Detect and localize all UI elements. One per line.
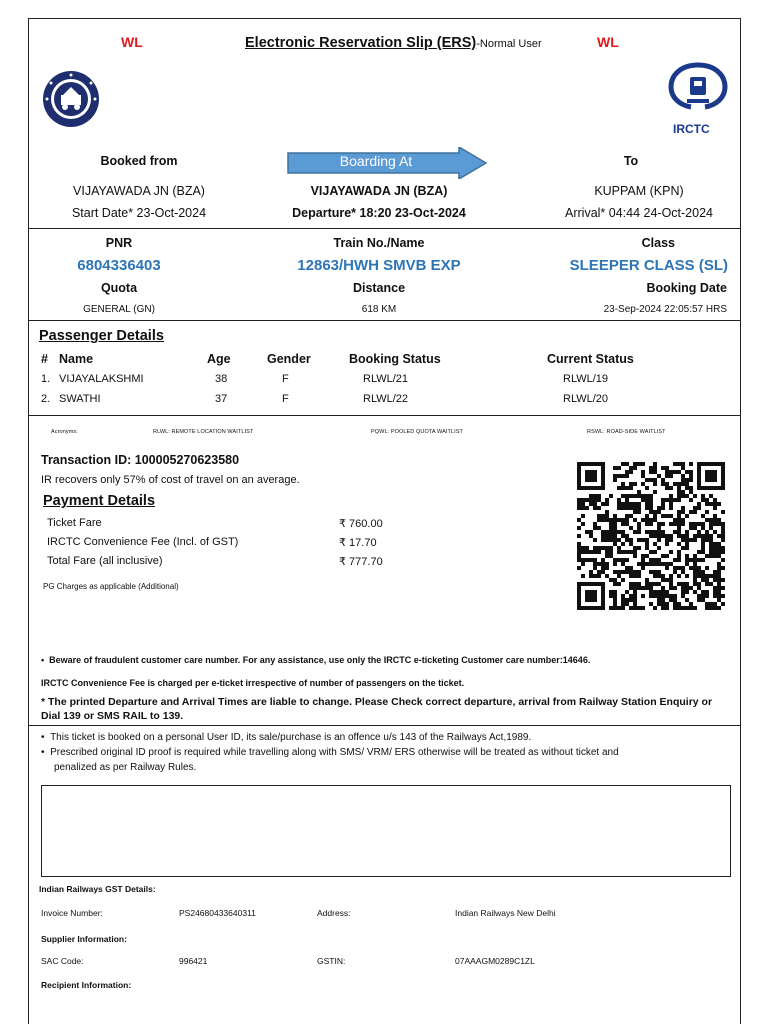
col-header-current-status: Current Status (547, 352, 634, 366)
passenger-current-status: RLWL/20 (563, 393, 609, 405)
col-header-index: # (41, 352, 48, 366)
payment-label: Total Fare (all inclusive) (47, 555, 163, 567)
convenience-fee-note: IRCTC Convenience Fee is charged per e-ticket irrespective of number of passengers on the ticket. (41, 678, 465, 688)
payment-amount: ₹ 777.70 (339, 556, 383, 568)
booking-date-value: 23-Sep-2024 22:05:57 HRS (603, 304, 727, 315)
train-number-name: 12863/HWH SMVB EXP (297, 257, 461, 274)
ers-title: Electronic Reservation Slip (ERS) (245, 35, 477, 51)
quota-label: Quota (100, 281, 138, 295)
qr-code (577, 461, 725, 611)
address-value: Indian Railways New Delhi (455, 908, 556, 918)
supplier-info-label: Supplier Information: (41, 934, 127, 944)
passenger-index: 1. (41, 373, 51, 385)
pg-charges-note: PG Charges as applicable (Additional) (43, 582, 179, 591)
boarding-at-label: Boarding At (339, 153, 413, 169)
id-proof-note (41, 747, 619, 758)
divider (29, 320, 740, 321)
cost-recovery-note: IR recovers only 57% of cost of travel on an average. (41, 474, 300, 486)
ers-document (28, 18, 741, 1024)
divider (29, 415, 740, 416)
passenger-booking-status: RLWL/22 (363, 393, 409, 405)
passenger-current-status: RLWL/19 (563, 373, 609, 385)
bullet-icon: • (41, 747, 51, 758)
bullet-icon: • (41, 732, 51, 743)
payment-label: IRCTC Convenience Fee (Incl. of GST) (47, 536, 239, 548)
col-header-gender: Gender (267, 352, 311, 366)
passenger-index: 2. (41, 393, 51, 405)
pnr-label: PNR (105, 236, 133, 250)
col-header-age: Age (207, 352, 231, 366)
id-proof-note-line2: penalized as per Railway Rules. (54, 762, 197, 773)
passenger-gender: F (282, 393, 289, 405)
distance-value: 618 KM (361, 304, 397, 315)
bullet-icon: • (41, 655, 50, 665)
waitlist-status-left: WL (121, 34, 143, 50)
arrival-time: Arrival* 04:44 24-Oct-2024 (565, 206, 713, 220)
qr-finder-pattern (577, 582, 605, 610)
passenger-age: 38 (215, 373, 228, 385)
remarks-box (41, 785, 731, 877)
start-date: Start Date* 23-Oct-2024 (71, 206, 207, 220)
personal-id-text: This ticket is booked on a personal User ID, its sale/purchase is an offence u/s 143 of the Railways Act,1989. (50, 732, 532, 743)
gstin-label: GSTIN: (317, 956, 346, 966)
col-header-name: Name (59, 352, 94, 366)
passenger-details-title: Passenger Details (39, 328, 164, 344)
fraud-warning-text: Beware of fraudulent customer care number. For any assistance, use only the IRCTC e-ticketing Customer care number:14646. (49, 655, 591, 665)
travel-class: SLEEPER CLASS (SL) (569, 257, 728, 274)
acronyms-label: Acronyms: (51, 429, 78, 435)
qr-finder-pattern (697, 462, 725, 490)
fraud-warning (41, 655, 590, 665)
gstin-value: 07AAAGM0289C1ZL (455, 956, 535, 966)
transaction-id: Transaction ID: 100005270623580 (41, 453, 240, 467)
sac-code-value: 996421 (179, 956, 208, 966)
document-title (245, 35, 542, 51)
payment-amount: ₹ 760.00 (339, 518, 383, 530)
class-label: Class (641, 236, 675, 250)
user-type: -Normal User (476, 38, 542, 50)
irctc-logo (665, 61, 731, 113)
from-station: VIJAYAWADA JN (BZA) (73, 184, 205, 198)
passenger-name: SWATHI (59, 393, 101, 405)
departure-time: Departure* 18:20 23-Oct-2024 (292, 206, 466, 220)
sac-code-label: SAC Code: (41, 956, 84, 966)
payment-details-title: Payment Details (43, 493, 156, 509)
passenger-booking-status: RLWL/21 (363, 373, 409, 385)
invoice-number: PS24680433640311 (179, 908, 256, 918)
col-header-booking-status: Booking Status (349, 352, 441, 366)
personal-id-note (41, 732, 531, 743)
divider (29, 725, 740, 726)
qr-finder-pattern (577, 462, 605, 490)
gst-title: Indian Railways GST Details: (39, 884, 156, 894)
boarding-station: VIJAYAWADA JN (BZA) (310, 184, 448, 198)
divider (29, 228, 740, 229)
distance-label: Distance (352, 281, 406, 295)
id-proof-text: Prescribed original ID proof is required while travelling along with SMS/ VRM/ ERS otherwise will be treated as without ticket and (50, 747, 619, 758)
acronym-rswl: RSWL: ROAD-SIDE WAITLIST (587, 429, 666, 435)
passenger-age: 37 (215, 393, 228, 405)
payment-label: Ticket Fare (47, 517, 102, 529)
invoice-label: Invoice Number: (41, 908, 103, 918)
booked-from-label: Booked from (100, 154, 178, 168)
acronym-pqwl: PQWL: POOLED QUOTA WAITLIST (371, 429, 463, 435)
indian-railways-logo (41, 69, 101, 129)
booking-date-label: Booking Date (646, 281, 727, 295)
acronym-rlwl: RLWL: REMOTE LOCATION WAITLIST (153, 429, 254, 435)
pnr-number: 6804336403 (77, 257, 161, 274)
quota-value: GENERAL (GN) (83, 304, 155, 315)
waitlist-status-right: WL (597, 34, 619, 50)
to-station: KUPPAM (KPN) (594, 184, 684, 198)
timing-note-line1: * The printed Departure and Arrival Times are liable to change. Please Check correct departure, arrival from Railway Station Enquiry or (41, 696, 713, 708)
passenger-gender: F (282, 373, 289, 385)
to-label: To (623, 154, 639, 168)
recipient-info-label: Recipient Information: (41, 980, 132, 990)
passenger-name: VIJAYALAKSHMI (59, 373, 144, 385)
address-label: Address: (317, 908, 351, 918)
irctc-wordmark: IRCTC (673, 122, 710, 136)
timing-note-line2: Dial 139 or SMS RAIL to 139. (41, 710, 184, 722)
payment-amount: ₹ 17.70 (339, 537, 377, 549)
train-label: Train No./Name (333, 236, 425, 250)
